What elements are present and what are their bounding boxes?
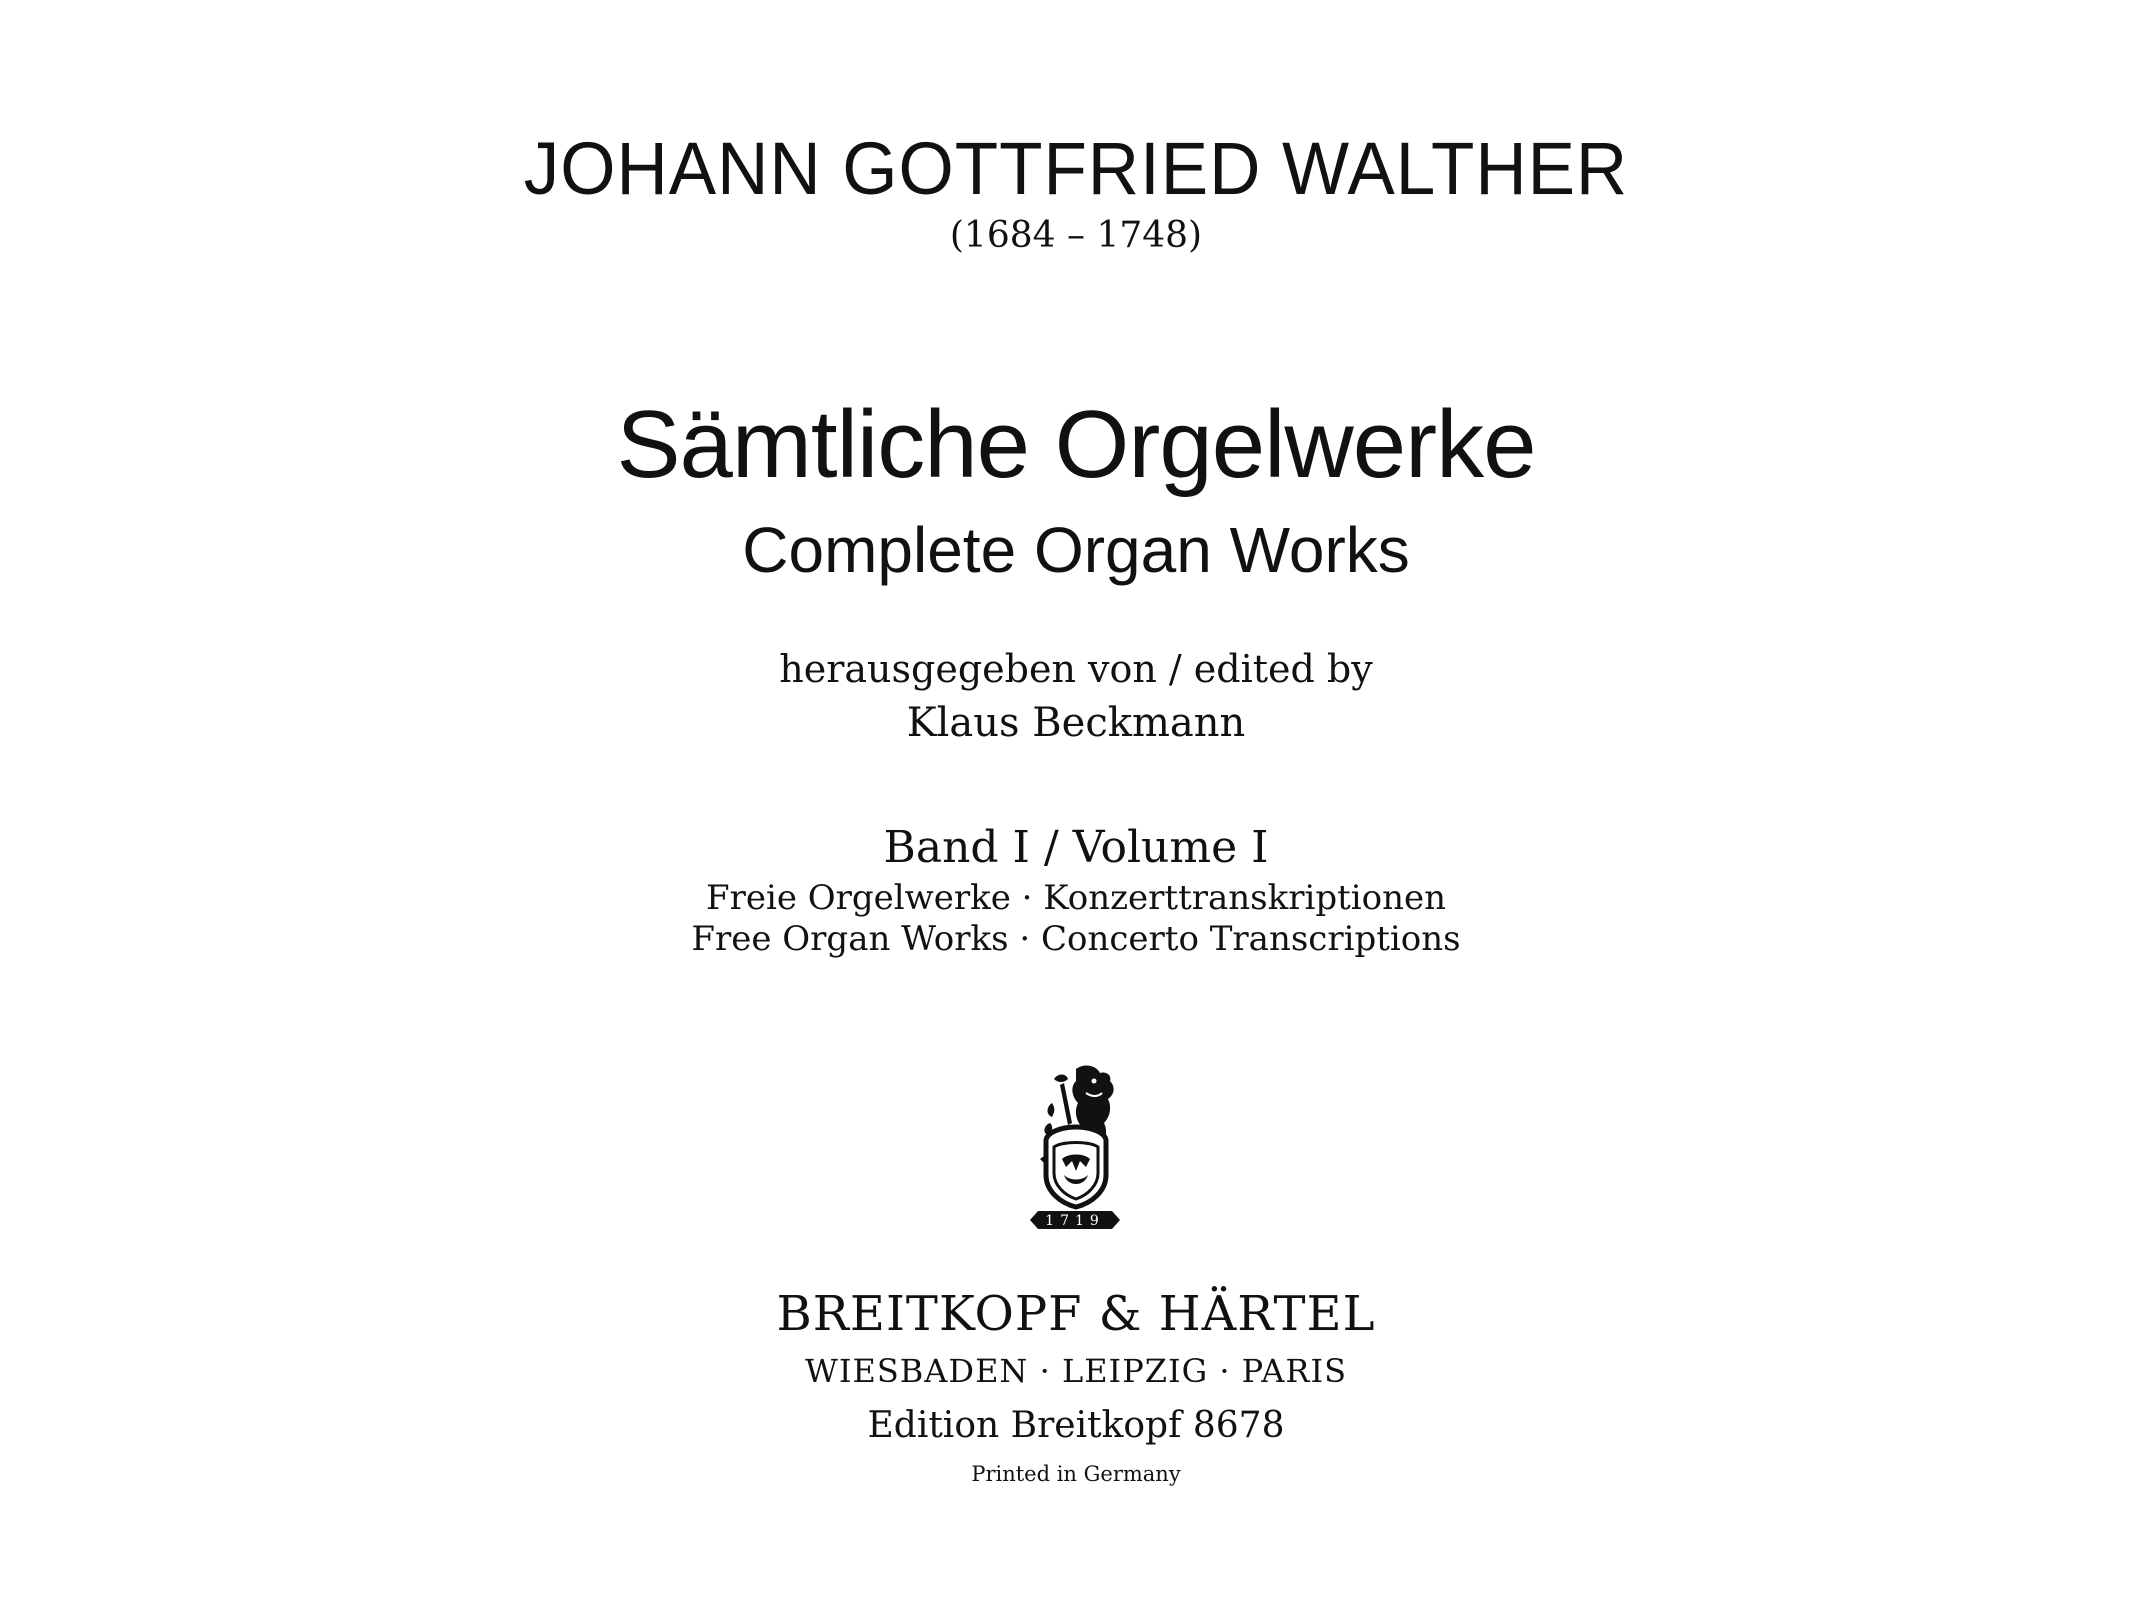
logo-year: 1719 bbox=[1045, 1213, 1105, 1229]
editor-name: Klaus Beckmann bbox=[906, 700, 1246, 746]
volume-contents-german: Freie Orgelwerke · Konzerttranskriptionen bbox=[705, 878, 1447, 918]
title-german: Sämtliche Orgelwerke bbox=[616, 391, 1536, 498]
edition-number: Edition Breitkopf 8678 bbox=[867, 1405, 1285, 1446]
breitkopf-bear-emblem-icon bbox=[1024, 1063, 1126, 1233]
volume-label: Band I / Volume I bbox=[883, 822, 1269, 873]
title-english: Complete Organ Works bbox=[742, 514, 1410, 586]
editor-label: herausgegeben von / edited by bbox=[779, 647, 1373, 691]
printed-in: Printed in Germany bbox=[971, 1462, 1181, 1486]
composer-name: JOHANN GOTTFRIED WALTHER bbox=[523, 127, 1629, 210]
composer-dates: (1684 – 1748) bbox=[949, 215, 1203, 256]
publisher-cities: WIESBADEN · LEIPZIG · PARIS bbox=[804, 1352, 1348, 1390]
publisher-name: BREITKOPF & HÄRTEL bbox=[776, 1286, 1376, 1342]
volume-contents-english: Free Organ Works · Concerto Transcriptions bbox=[691, 919, 1461, 959]
